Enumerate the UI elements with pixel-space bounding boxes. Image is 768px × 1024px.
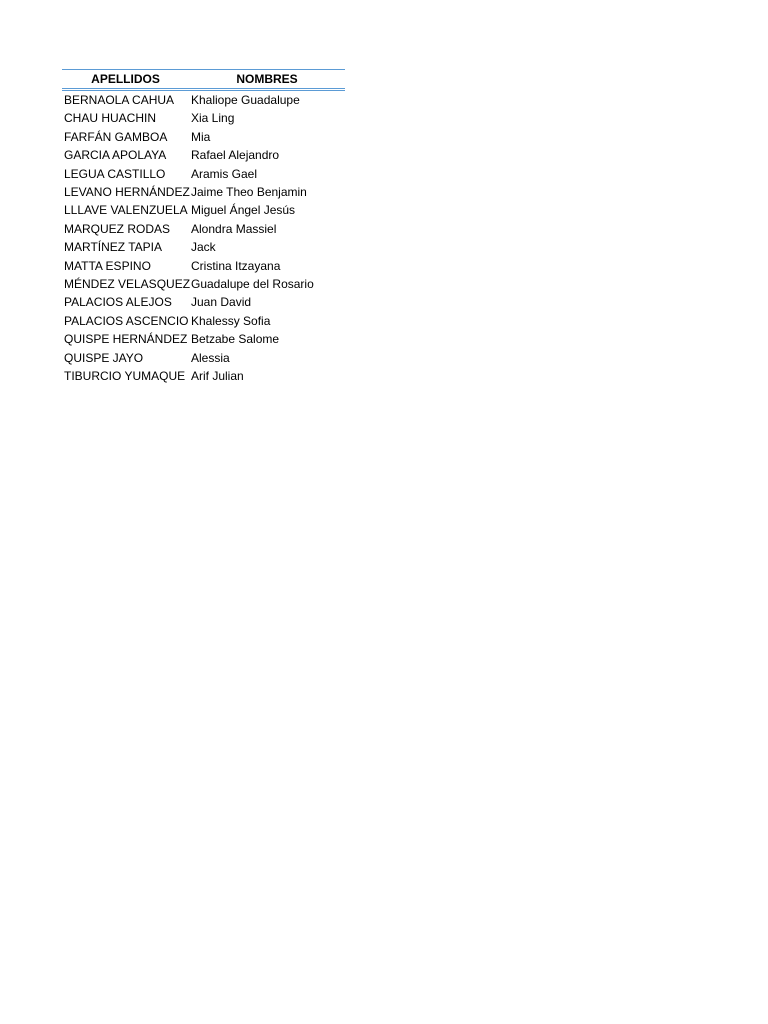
cell-nombres: Alondra Massiel (191, 221, 277, 236)
table-header (62, 70, 345, 90)
cell-apellidos: PALACIOS ALEJOS (64, 295, 172, 310)
cell-nombres: Juan David (191, 295, 252, 310)
cell-nombres: Jaime Theo Benjamin (191, 185, 307, 200)
cell-nombres: Cristina Itzayana (191, 258, 281, 273)
cell-nombres: Guadalupe del Rosario (191, 277, 314, 292)
header-apellidos: APELLIDOS (62, 70, 189, 90)
table-row (62, 109, 345, 127)
cell-nombres: Miguel Ángel Jesús (191, 203, 296, 218)
header-row (62, 70, 345, 90)
table-body (62, 90, 345, 386)
cell-nombres: Betzabe Salome (191, 332, 280, 347)
table-row (62, 349, 345, 367)
cell-apellidos: LLLAVE VALENZUELA (64, 203, 188, 218)
cell-apellidos: QUISPE HERNÁNDEZ (64, 332, 188, 347)
cell-nombres: Jack (191, 240, 216, 255)
cell-nombres: Aramis Gael (191, 166, 258, 181)
cell-nombres: Khaliope Guadalupe (191, 93, 300, 107)
cell-apellidos: LEGUA CASTILLO (64, 166, 166, 181)
table-row (62, 293, 345, 311)
table-row (62, 165, 345, 183)
cell-apellidos: FARFÁN GAMBOA (64, 129, 168, 144)
cell-apellidos: BERNAOLA CAHUA (64, 93, 175, 107)
names-table (62, 69, 345, 386)
table-row (62, 330, 345, 348)
cell-nombres: Rafael Alejandro (191, 148, 280, 163)
table-row (62, 146, 345, 164)
table-row (62, 90, 345, 110)
cell-apellidos: CHAU HUACHIN (64, 111, 157, 126)
cell-nombres: Mia (191, 129, 211, 144)
cell-apellidos: LEVANO HERNÁNDEZ (64, 185, 190, 200)
cell-apellidos: MARTÍNEZ TAPIA (64, 240, 163, 255)
table-row (62, 275, 345, 293)
cell-apellidos: MARQUEZ RODAS (64, 221, 171, 236)
cell-apellidos: MÉNDEZ VELASQUEZ (64, 277, 191, 292)
names-sheet (62, 69, 345, 386)
table-row (62, 257, 345, 275)
cell-apellidos: QUISPE JAYO (64, 350, 144, 365)
cell-nombres: Khalessy Sofia (191, 313, 271, 328)
table-row (62, 367, 345, 385)
table-row (62, 183, 345, 201)
cell-apellidos: GARCIA APOLAYA (64, 148, 167, 163)
table-row (62, 220, 345, 238)
cell-apellidos: MATTA ESPINO (64, 258, 151, 273)
table-row (62, 312, 345, 330)
cell-apellidos: TIBURCIO YUMAQUE (64, 369, 186, 384)
table-row (62, 201, 345, 219)
cell-nombres: Xia Ling (191, 111, 235, 126)
table-row (62, 128, 345, 146)
cell-nombres: Alessia (191, 350, 230, 365)
cell-apellidos: PALACIOS ASCENCIO (64, 313, 189, 328)
header-nombres: NOMBRES (189, 70, 345, 90)
cell-nombres: Arif Julian (191, 369, 244, 384)
table-row (62, 238, 345, 256)
